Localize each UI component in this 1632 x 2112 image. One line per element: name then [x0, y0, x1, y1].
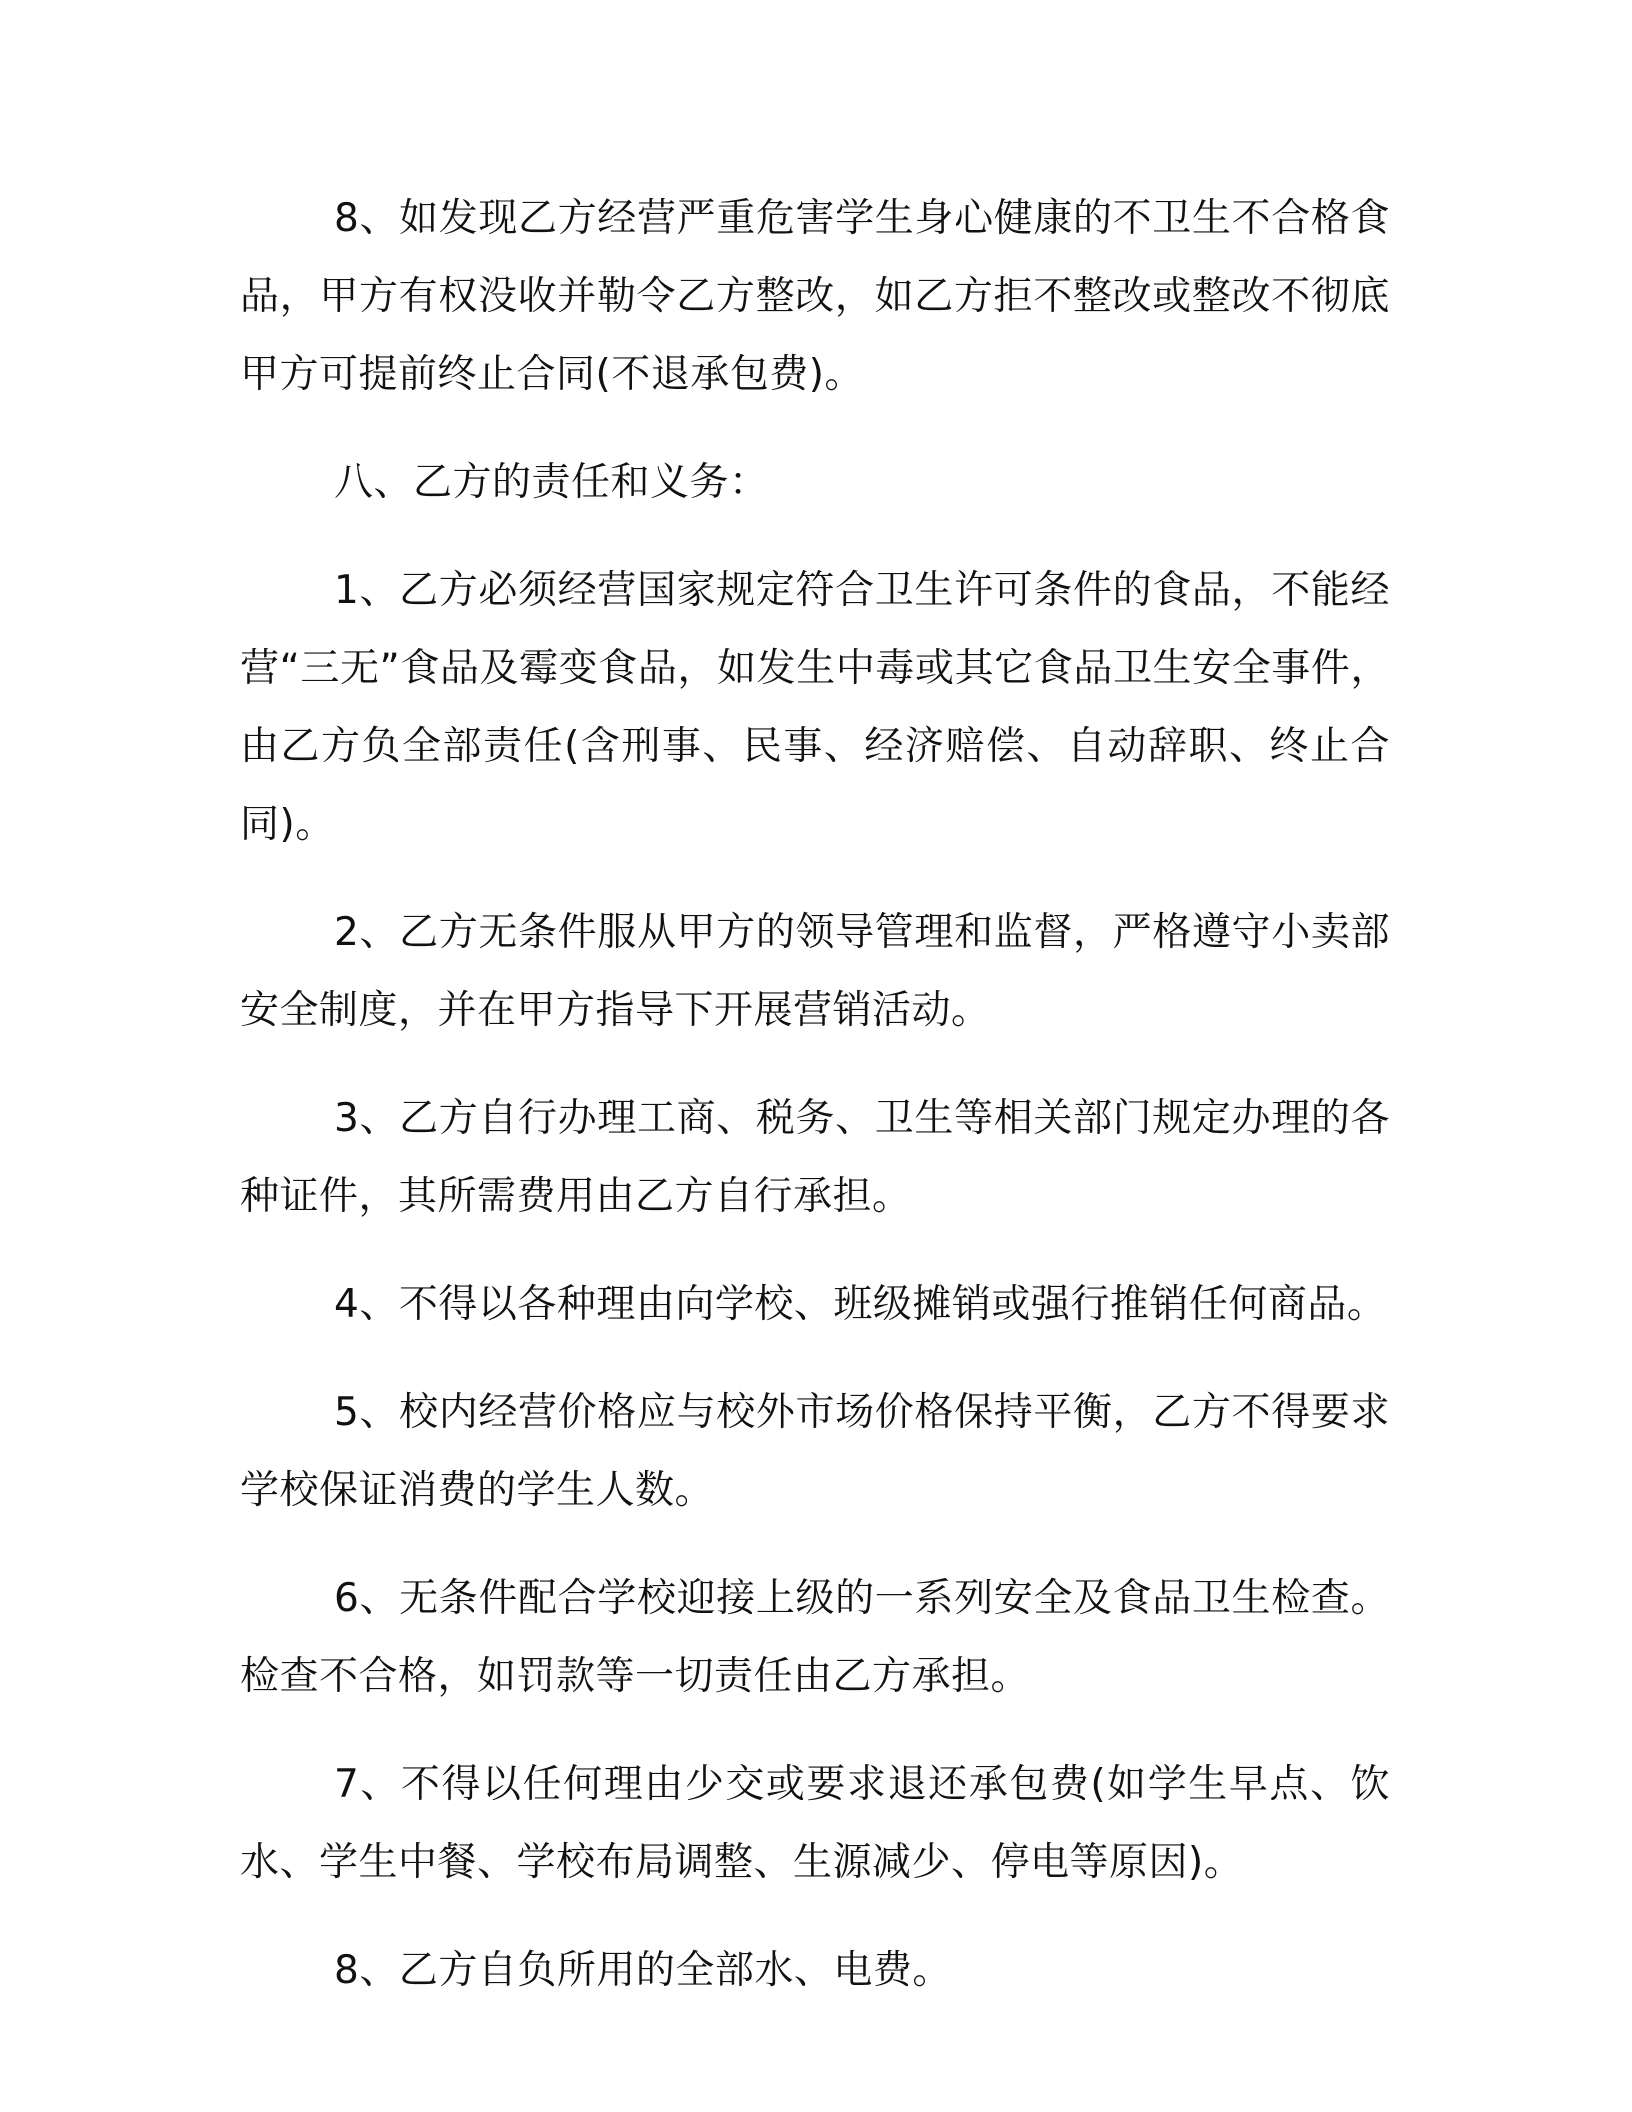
- document-body: [240, 180, 1390, 2040]
- paragraph-yi-clause-1: 1、乙方必须经营国家规定符合卫生许可条件的食品，不能经营“三无”食品及霉变食品，如发生中毒或其它食品卫生安全事件，由乙方负全部责任(含刑事、民事、经济赔偿、自动辞职、终止合同)。: [240, 568, 1390, 847]
- paragraph-yi-clause-8: 8、乙方自负所用的全部水、电费。: [334, 1948, 952, 1993]
- paragraph-yi-clause-5: 5、校内经营价格应与校外市场价格保持平衡，乙方不得要求学校保证消费的学生人数。: [240, 1390, 1390, 1513]
- paragraph-yi-clause-2: 2、乙方无条件服从甲方的领导管理和监督，严格遵守小卖部安全制度，并在甲方指导下开展营销活动。: [240, 910, 1390, 1033]
- paragraph-yi-clause-4: 4、不得以各种理由向学校、班级摊销或强行推销任何商品。: [334, 1282, 1387, 1327]
- section-heading-8: 八、乙方的责任和义务：: [334, 460, 769, 505]
- paragraph-yi-clause-3: 3、乙方自行办理工商、税务、卫生等相关部门规定办理的各种证件，其所需费用由乙方自行承担。: [240, 1096, 1390, 1219]
- paragraph-yi-clause-6: 6、无条件配合学校迎接上级的一系列安全及食品卫生检查。检查不合格，如罚款等一切责任由乙方承担。: [240, 1576, 1390, 1699]
- paragraph-clause-8-jia: 8、如发现乙方经营严重危害学生身心健康的不卫生不合格食品，甲方有权没收并勒令乙方整改，如乙方拒不整改或整改不彻底甲方可提前终止合同(不退承包费)。: [240, 196, 1390, 397]
- paragraph-yi-clause-7: 7、不得以任何理由少交或要求退还承包费(如学生早点、饮水、学生中餐、学校布局调整、生源减少、停电等原因)。: [240, 1762, 1390, 1885]
